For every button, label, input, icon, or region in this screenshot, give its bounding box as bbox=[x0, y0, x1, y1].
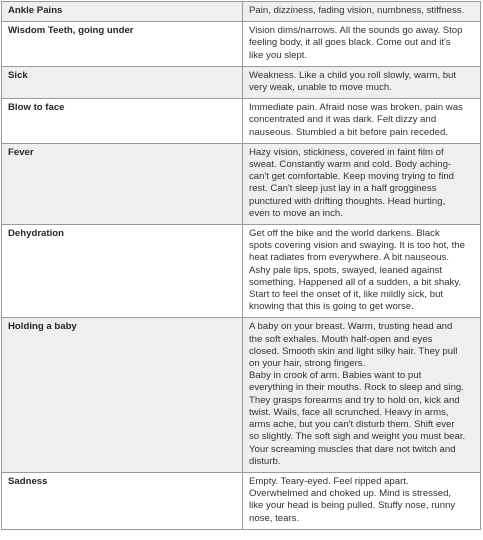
description-line: Vision dims/narrows. All the sounds go away. Stop bbox=[249, 25, 463, 37]
description-line: heat radiates from everywhere. A bit nauseous. bbox=[249, 252, 449, 264]
row-term: Sick bbox=[2, 66, 243, 98]
table-row bbox=[2, 472, 481, 529]
description-line: Get off the bike and the world darkens. Black bbox=[249, 228, 440, 240]
description-line: very weak, unable to move much. bbox=[249, 82, 392, 94]
description-line: the soft exhales. Mouth half-open and eyes bbox=[249, 333, 433, 345]
row-term: Dehydration bbox=[2, 225, 243, 318]
description-line: nauseous. Stumbled a bit before pain receded. bbox=[249, 126, 448, 138]
description-line: closed. Smooth skin and light silky hair. They pull bbox=[249, 345, 458, 357]
row-description bbox=[243, 472, 481, 529]
row-description bbox=[243, 225, 481, 318]
row-description bbox=[243, 22, 481, 67]
table-row bbox=[2, 225, 481, 318]
row-term: Blow to face bbox=[2, 99, 243, 144]
description-line: like you slept. bbox=[249, 49, 308, 61]
description-line: arms ache, but you can't disturb them. Shift ever bbox=[249, 419, 455, 431]
table-body bbox=[2, 2, 481, 530]
description-line: Immediate pain. Afraid nose was broken, pain was bbox=[249, 102, 463, 114]
row-term: Holding a baby bbox=[2, 318, 243, 472]
description-line: They grasps forearms and try to hold on, kick and bbox=[249, 394, 460, 406]
description-line: Overwhelmed and choked up. Mind is stressed, bbox=[249, 488, 452, 500]
table-row bbox=[2, 22, 481, 67]
table-row bbox=[2, 99, 481, 144]
description-line: Pain, dizziness, fading vision, numbness, stiffness. bbox=[249, 5, 465, 16]
description-line: Weakness. Like a child you roll slowly, warm, but bbox=[249, 69, 457, 81]
row-description bbox=[243, 2, 481, 22]
description-line: Baby in crook of arm. Babies want to put bbox=[249, 370, 422, 382]
table-row bbox=[2, 143, 481, 224]
description-line: twist. Wails, face all scrunched. Heavy in arms, bbox=[249, 406, 449, 418]
description-line: sweat. Constantly warm and cold. Body aching- bbox=[249, 159, 452, 171]
description-line: Empty. Teary-eyed. Feel ripped apart. bbox=[249, 475, 409, 487]
description-line: everything in their mouths. Rock to sleep and sing. bbox=[249, 382, 464, 394]
row-term: Fever bbox=[2, 143, 243, 224]
description-line: disturb. bbox=[249, 455, 281, 467]
table-row bbox=[2, 66, 481, 98]
description-line: Hazy vision, stickiness, covered in faint film of bbox=[249, 146, 444, 158]
description-line: Your screaming muscles that dare not twitch and bbox=[249, 443, 456, 455]
description-line: like your head is being pulled. Stuffy nose, runny bbox=[249, 500, 456, 512]
description-line: feeling body, it all goes black. Come out and it's bbox=[249, 37, 451, 49]
description-line: even to move an inch. bbox=[249, 207, 343, 219]
description-line: Start to feel the onset of it, like mildly sick, but bbox=[249, 289, 444, 301]
description-line: nose, tears. bbox=[249, 512, 300, 524]
description-line: Ashy pale lips, spots, swayed, leaned against bbox=[249, 264, 443, 276]
table-row bbox=[2, 318, 481, 472]
row-description bbox=[243, 143, 481, 224]
description-line: rest. Can't sleep just lay in a half grogginess bbox=[249, 183, 437, 195]
row-term: Sadness bbox=[2, 472, 243, 529]
description-line: concentrated and it was dark. Felt dizzy and bbox=[249, 114, 437, 126]
description-line: spots covering vision and swaying. It is too hot, the bbox=[249, 240, 465, 252]
description-line: on your hair, strong fingers. bbox=[249, 358, 366, 370]
table-row bbox=[2, 2, 481, 22]
description-line: so slightly. The soft sigh and weight you must bear. bbox=[249, 431, 466, 443]
sensations-table bbox=[1, 1, 481, 530]
description-line: knowing that this is going to get worse. bbox=[249, 301, 414, 313]
row-description bbox=[243, 99, 481, 144]
description-line: can't get comfortable. Keep moving trying to find bbox=[249, 171, 455, 183]
row-term: Wisdom Teeth, going under bbox=[2, 22, 243, 67]
description-line: something. Happened all of a sudden, a bit shaky. bbox=[249, 276, 462, 288]
description-line: punctured with drifting thoughts. Head hurting, bbox=[249, 195, 446, 207]
row-term: Ankle Pains bbox=[2, 2, 243, 22]
description-line: A baby on your breast. Warm, trusting head and bbox=[249, 321, 453, 333]
row-description bbox=[243, 318, 481, 472]
row-description bbox=[243, 66, 481, 98]
